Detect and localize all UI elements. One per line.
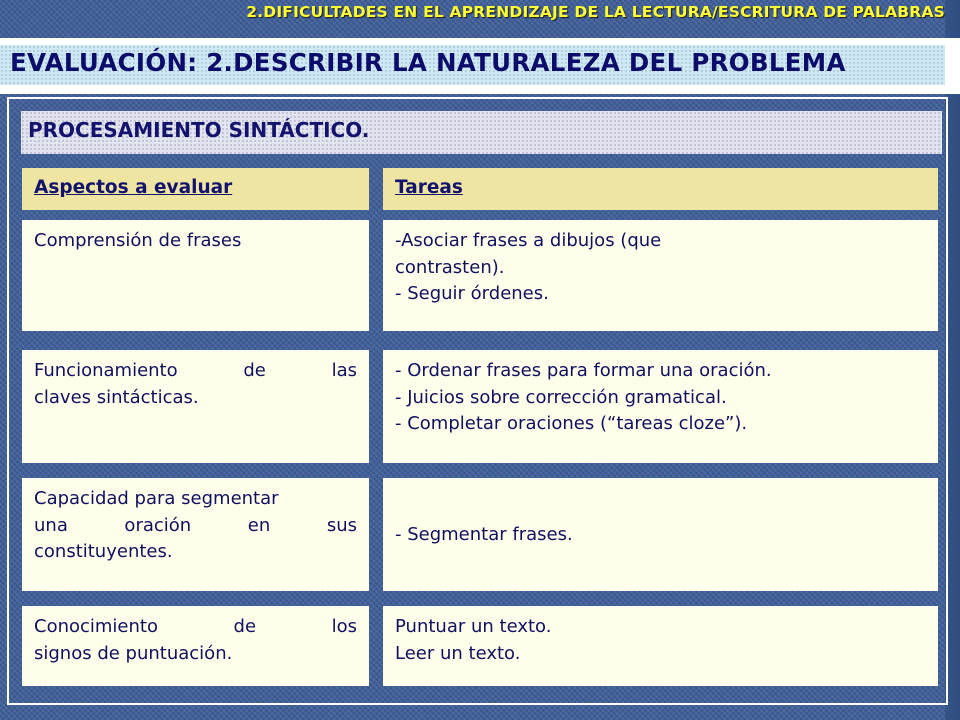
task-text: - Seguir órdenes. xyxy=(395,283,549,304)
aspect-text: Funcionamiento de las xyxy=(34,360,357,381)
task-text: -Asociar frases a dibujos (que xyxy=(395,230,662,251)
aspect-cell-4 xyxy=(22,606,369,686)
column-header-aspects-label: Aspectos a evaluar xyxy=(34,177,233,198)
aspect-cell-1 xyxy=(22,220,369,331)
task-text: - Juicios sobre corrección gramatical. xyxy=(395,386,727,408)
aspect-text: claves sintácticas. xyxy=(34,386,199,408)
topic-title: 2.DIFICULTADES EN EL APRENDIZAJE DE LA LECTURA/ESCRITURA DE PALABRAS xyxy=(246,3,945,21)
task-text: contrasten). xyxy=(395,256,505,278)
task-text: - Ordenar frases para formar una oración. xyxy=(395,360,772,381)
task-text: Leer un texto. xyxy=(395,642,521,664)
column-header-tasks-label: Tareas xyxy=(395,177,463,198)
aspect-cell-2 xyxy=(22,350,369,463)
task-cell-4 xyxy=(383,606,938,686)
aspect-cell-3 xyxy=(22,478,369,591)
column-header-tasks xyxy=(383,168,938,210)
aspect-text: constituyentes. xyxy=(34,541,173,562)
aspect-text: signos de puntuación. xyxy=(34,642,233,664)
column-header-aspects xyxy=(22,168,369,210)
task-text: Puntuar un texto. xyxy=(395,616,552,637)
aspect-text: Capacidad para segmentar xyxy=(34,488,279,509)
task-text: - Segmentar frases. xyxy=(395,524,573,546)
task-cell-1 xyxy=(383,220,938,331)
page-title: EVALUACIÓN: 2.DESCRIBIR LA NATURALEZA DEL PROBLEMA xyxy=(10,48,846,77)
aspect-text: Comprensión de frases xyxy=(34,230,242,251)
aspect-text: Conocimiento de los xyxy=(34,616,357,637)
task-text: - Completar oraciones (“tareas cloze”). xyxy=(395,413,748,434)
task-cell-2 xyxy=(383,350,938,463)
aspect-text: una oración en sus xyxy=(34,514,357,536)
task-cell-3 xyxy=(383,478,938,591)
section-title: PROCESAMIENTO SINTÁCTICO. xyxy=(28,118,370,142)
